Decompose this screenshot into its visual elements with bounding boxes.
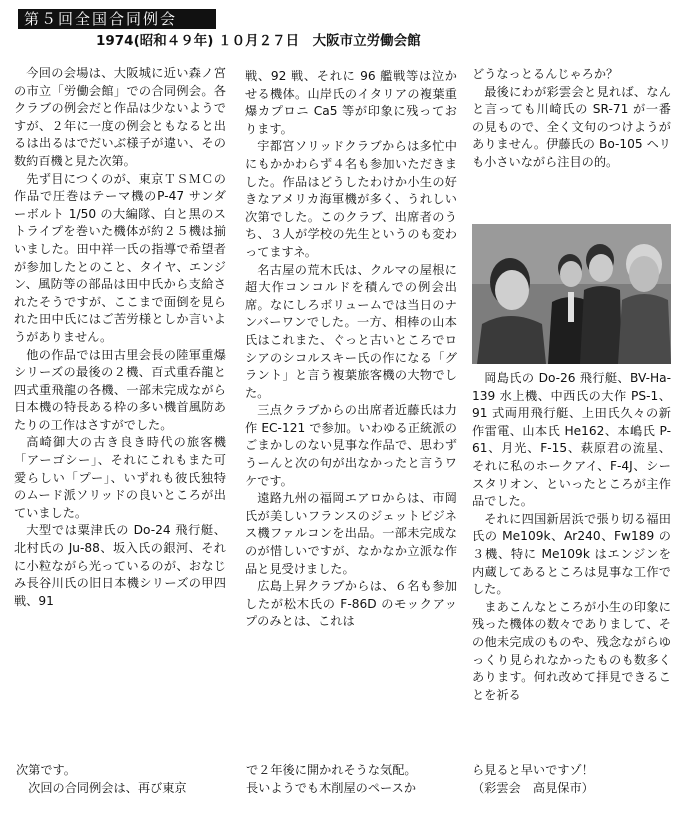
paragraph: 大型では粟津氏の Do-24 飛行艇、北村氏の Ju-88、坂入氏の銀河、それに小粒ながら光っているのが、おなじみ長谷川氏の旧日本機シリーズの甲四戦、91	[14, 523, 226, 608]
closing-column-3	[472, 762, 594, 797]
closing-column-1	[16, 762, 187, 797]
closing-column-2	[246, 762, 417, 797]
text-line: 次回の合同例会は、再び東京	[16, 780, 187, 795]
paragraph: 名古屋の荒木氏は、クルマの屋根に超大作コンコルドを積んでの例会出席。なにしろボリュームでは当日のナンバーワンでした。一方、相棒の山本氏はこれまた、ぐっと古いところでロシアのシコルスキー氏の作になる「グラント」と言う複葉旅客機の大物でした。	[245, 262, 457, 400]
club-members-photo	[472, 224, 671, 364]
article-column-1	[14, 65, 226, 610]
text-line: 次第です。	[16, 763, 76, 777]
paragraph: 今回の会場は、大阪城に近い森ノ宮の市立「労働会館」での合同例会。各クラブの例会だと作品は少ないようですが、２年に一度の例会ともなると出るは出るはでだいぶ様子が違い、その数約百機と見た次第。	[14, 66, 226, 168]
paragraph: 遠路九州の福岡エアロからは、市岡氏が美しいフランスのジェットビジネス機ファルコンを出品。一部未完成なのが惜しいですが、なかなか立派な作品と見受けました。	[245, 491, 457, 576]
event-dateline: 1974(昭和４９年) １０月２７日 大阪市立労働会館	[96, 33, 421, 49]
article-column-3-top	[472, 66, 671, 172]
author-signature: （彩雲会 高見保市）	[472, 780, 594, 795]
paragraph: まあこんなところが小生の印象に残った機体の数々でありまして、その他未完成のものや、残念ながらゆっくり見られなかったものも数多くあります。何れ改めて拝見できることを祈る	[472, 599, 671, 702]
photo-image	[472, 224, 671, 364]
event-title: 第５回全国合同例会	[18, 9, 216, 29]
text-line: 長いようでも木削屋のペースか	[246, 780, 417, 795]
paragraph: 宇都宮ソリッドクラブからは多忙中にもかかわらず４名も参加いただきました。作品はどうしたわけか小生の好きなアメリカ海軍機が多く、うれしい次第でした。このクラブ、出席者のうち、３人が学校の先生というのも変わってますネ。	[245, 139, 457, 259]
paragraph: 三点クラブからの出席者近藤氏は力作 EC-121 で参加。いわゆる正統派のごまかしのない見事な作品で、思わずうーんと次の句が出なかったと言うワケです。	[245, 403, 457, 488]
text-line: ら見ると早いですゾ！	[472, 763, 594, 777]
paragraph: 他の作品では田古里会長の陸軍重爆シリーズの最後の２機、百式重呑龍と四式重飛龍の各機、一部未完成ながら日本機の特長ある枠の多い機首風防あたりの工作はさすがでした。	[14, 347, 226, 432]
paragraph: 高崎御大の古き良き時代の旅客機「アーゴシー」、それにこれもまた可愛らしい「プー」、いずれも彼氏独特のムード派ソリッドの良いところが出ていました。	[14, 435, 226, 520]
text-line: で２年後に開かれそうな気配。	[246, 763, 417, 777]
article-column-2	[245, 68, 457, 631]
paragraph: それに四国新居浜で張り切る福田氏の Me109k、Ar240、Fw189 の３機、特に Me109k はエンジンを内蔵してあるところは見事な工作でした。	[472, 511, 671, 597]
paragraph: 岡島氏の Do-26 飛行艇、BV-Ha-139 水上機、中西氏の大作 PS-1、91 式両用飛行艇、上田氏久々の新作雷電、山本氏 He162、本嶋氏 P-61、月光、F-15、萩原君の流星、それに私のホークアイ、F-4J、シースタリオン、といったところが主作品でした。	[472, 371, 671, 509]
paragraph: どうなっとるんじゃろか？	[472, 67, 619, 81]
paragraph: 戦、92 戦、それに 96 艦戦等は泣かせる機体。山岸氏のイタリアの複葉重爆カプロニ Ca5 等が印象に残っております。	[245, 69, 457, 136]
article-column-3-bottom	[472, 370, 671, 704]
paragraph: 広島上昇クラブからは、６名も参加したが松木氏の F-86D のモックアップのみとは、これは	[245, 579, 457, 629]
paragraph: 最後にわが彩雲会と見れば、なんと言っても川崎氏の SR-71 が一番の見もので、全く文句のつけようがありません。伊藤氏の Bo-105 ヘリも小さいながら注目の的。	[472, 84, 671, 169]
paragraph: 先ず目につくのが、東京ＴＳＭＣの作品で圧巻はテーマ機のP-47 サンダーボルト 1/50 の大編隊、白と黒のストライプを巻いた機体が約２５機は揃いました。田中祥一氏の指導で希望者が参加したとのこと、タイヤ、エンジン、風防等の部品は田中氏から支給されたそうですが、ここまで面倒を見られた田中氏にはご苦労様としか言いようがありません。	[14, 171, 226, 344]
